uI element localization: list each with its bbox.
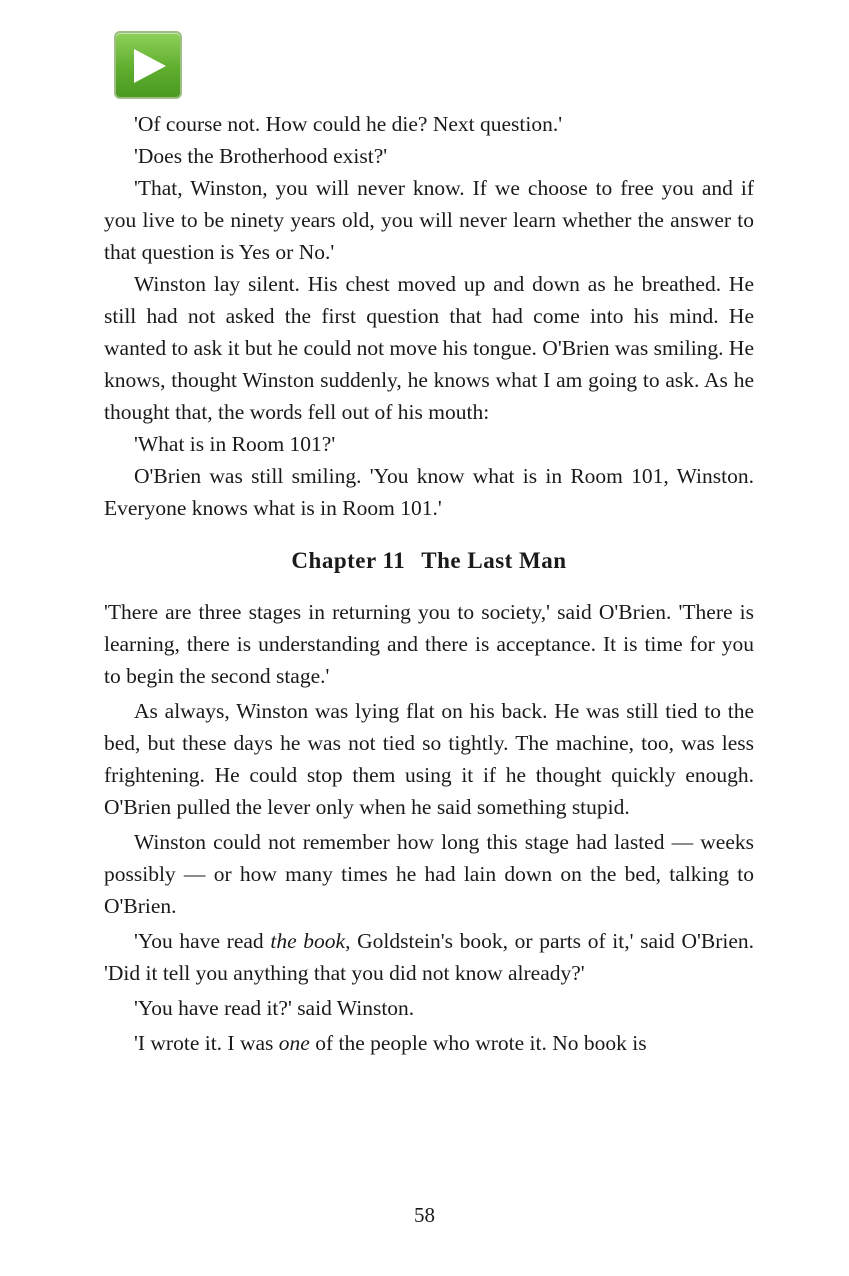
paragraph: Winston lay silent. His chest moved up and down as he breathed. He still had not asked the first question that had come into his mind. He wanted to ask it but he could not move his tongue. O'Brien was smiling. He knows, thought Winston suddenly, he knows what I am going to ask. As he thought that, the words fell out of his mouth: [104, 272, 754, 424]
paragraph: 'What is in Room 101?' [134, 432, 336, 456]
paragraph [104, 925, 754, 989]
paragraph: As always, Winston was lying flat on his back. He was still tied to the bed, but these days he was not tied so tightly. The machine, too, was less frightening. He could stop them using it if he thought quickly enough. O'Brien pulled the lever only when he said something stupid. [104, 699, 754, 819]
text-run: Goldstein's book, or parts of it,' said O'Brien. 'Did it tell you anything that you did not know already?' [104, 929, 754, 985]
paragraph: Winston could not remember how long this stage had lasted — weeks possibly — or how many times he had lain down on the bed, talking to O'Brien. [104, 830, 754, 918]
text-run: 'You have read [134, 929, 271, 953]
play-button[interactable] [114, 31, 182, 99]
page-number: 58 [414, 1203, 435, 1227]
play-icon [132, 47, 168, 85]
text-run: of the people who wrote it. No book is [309, 1031, 647, 1055]
chapter-number: Chapter 11 [291, 548, 406, 573]
paragraph: 'You have read it?' said Winston. [134, 996, 415, 1020]
page-body [104, 108, 754, 1059]
paragraph: O'Brien was still smiling. 'You know what is in Room 101, Winston. Everyone knows what is in Room 101.' [104, 464, 754, 520]
chapter-title: The Last Man [421, 548, 567, 573]
paragraph: 'Of course not. How could he die? Next question.' [134, 112, 563, 136]
chapter-heading [104, 548, 754, 574]
paragraph [104, 1027, 754, 1059]
emphasis: the book, [270, 929, 351, 953]
paragraph: 'There are three stages in returning you to society,' said O'Brien. 'There is learning, there is understanding and there is acceptance. It is time for you to begin the second stage.' [104, 600, 754, 688]
paragraph: 'Does the Brotherhood exist?' [134, 144, 388, 168]
emphasis: one [278, 1031, 310, 1055]
paragraph: 'That, Winston, you will never know. If we choose to free you and if you live to be ninety years old, you will never learn whether the answer to that question is Yes or No.' [104, 176, 754, 264]
text-run: 'I wrote it. I was [134, 1031, 279, 1055]
